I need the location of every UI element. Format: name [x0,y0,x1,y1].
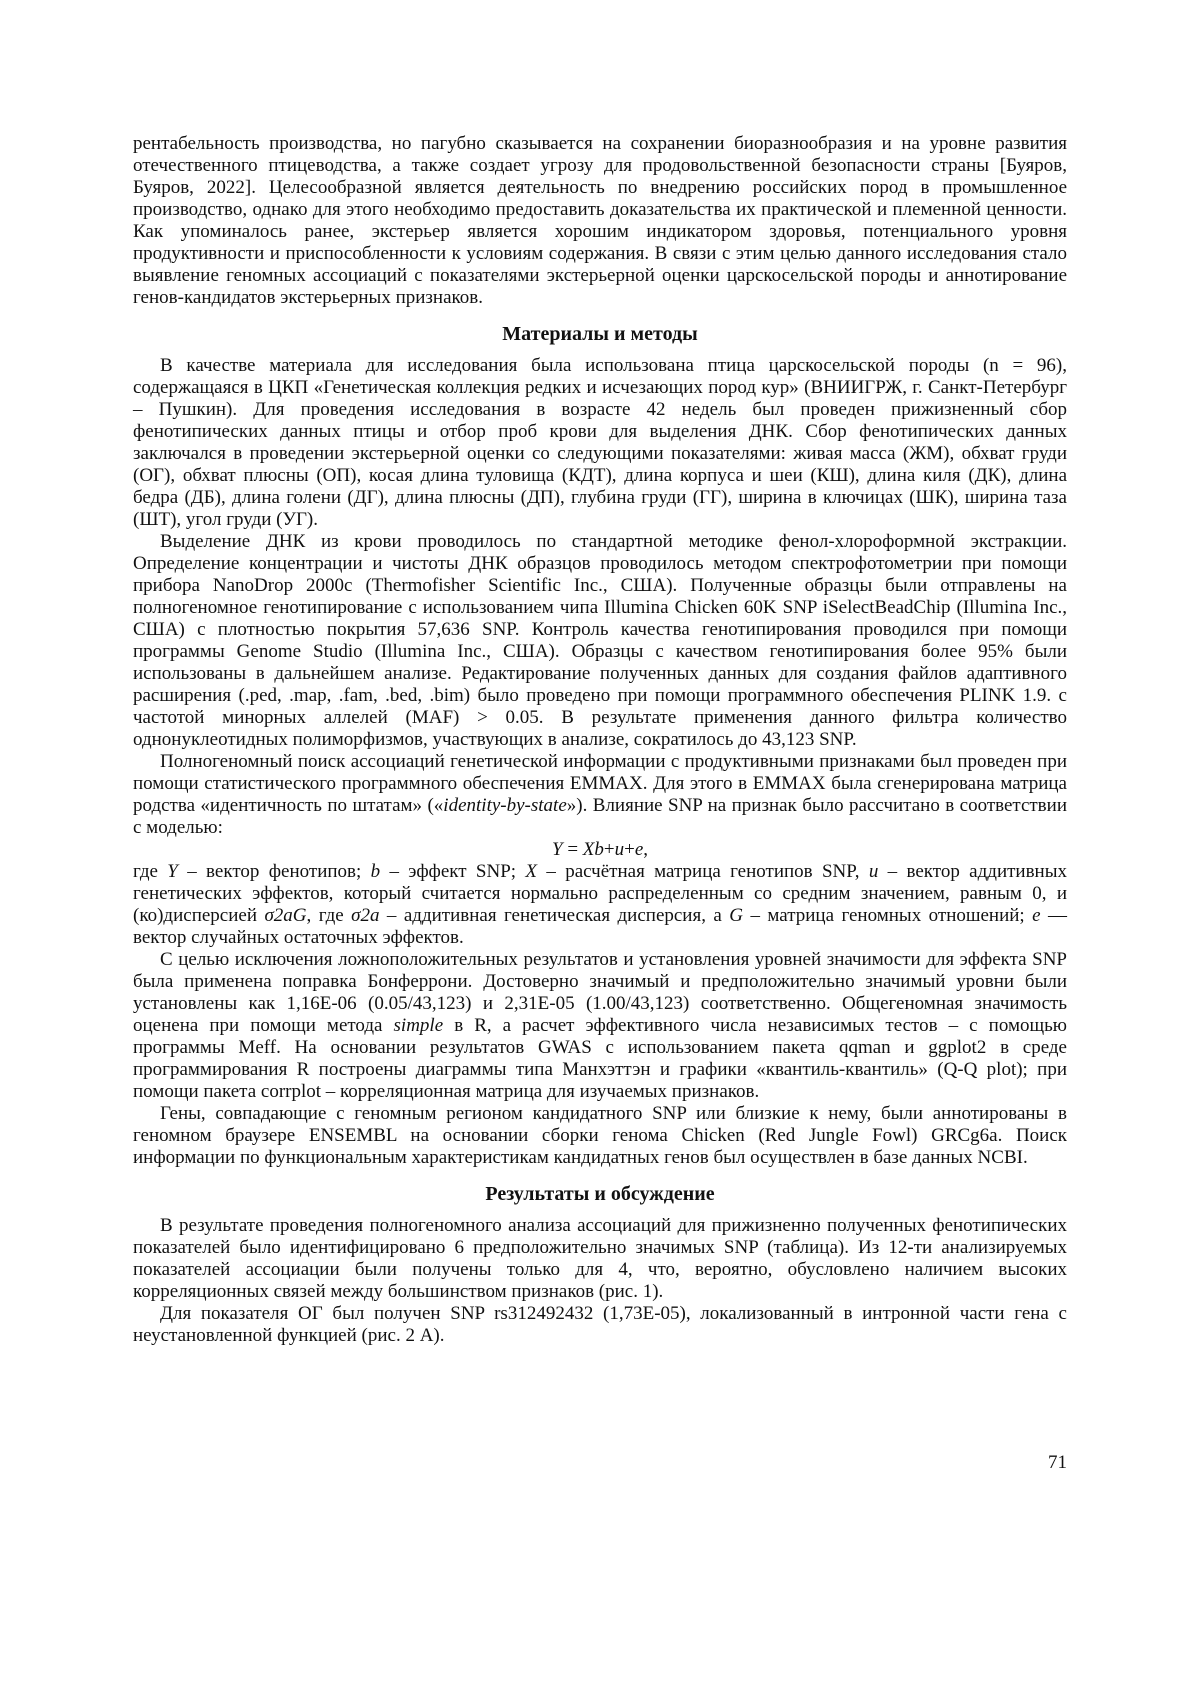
paragraph-formula-explanation: где Y – вектор фенотипов; b – эффект SNP; X – расчётная матрица генотипов SNP, u – вектор аддитивных генетических эффектов, который считается нормально распределенным со средним значением, равным 0, и (ко)дисперсией σ2aG, где σ2a – аддитивная генетическая дисперсия, а G – матрица геномных отношений; e — вектор случайных остаточных эффектов. [133,861,1068,948]
paragraph-introduction-continuation: рентабельность производства, но пагубно сказывается на сохранении биоразнообразия и на уровне развития отечественного птицеводства, а также создает угрозу для продовольственной безопасности страны [Буяров, Буяров, 2022]. Целесообразной является деятельность по внедрению российских пород в промышленное производство, однако для этого необходимо предоставить доказательства их практической и племенной ценности. Как упоминалось ранее, экстерьер является хорошим индикатором здоровья, потенциального уровня продуктивности и приспособленности к условиям содержания. В связи с этим целью данного исследования стало выявление геномных ассоциаций с показателями экстерьерной оценки царскосельской породы и аннотирование генов-кандидатов экстерьерных признаков. [133,133,1067,308]
section-heading-materials-and-methods: Материалы и методы [502,323,698,345]
paragraph-materials-3: Полногеномный поиск ассоциаций генетической информации с продуктивными признаками был проведен при помощи статистического программного обеспечения EMMAX. Для этого в EMMAX была сгенерирована матрица родства «идентичность по штатам» («identity-by-state»). Влияние SNP на признак было рассчитано в соответствии с моделью: [133,751,1067,838]
section-heading-results-and-discussion: Результаты и обсуждение [485,1183,715,1205]
page-number: 71 [1048,1452,1067,1473]
paragraph-materials-5: Гены, совпадающие с геномным регионом кандидатного SNP или близкие к нему, были аннотированы в геномном браузере ENSEMBL на основании сборки генома Chicken (Red Jungle Fowl) GRCg6a. Поиск информации по функциональным характеристикам кандидатных генов был осуществлен в базе данных NCBI. [133,1103,1067,1168]
paragraph-materials-2: Выделение ДНК из крови проводилось по стандартной методике фенол-хлороформной экстракции. Определение концентрации и чистоты ДНК образцов проводилось методом спектрофотометрии при помощи прибора NanoDrop 2000c (Thermofisher Scientific Inc., США). Полученные образцы были отправлены на полногеномное генотипирование с использованием чипа Illumina Chicken 60K SNP iSelectBeadChip (Illumina Inc., США) с плотностью покрытия 57,636 SNP. Контроль качества генотипирования проводился при помощи программы Genome Studio (Illumina Inc., США). Образцы с качеством генотипирования более 95% были использованы в дальнейшем анализе. Редактирование полученных данных для создания файлов адаптивного расширения (.ped, .map, .fam, .bed, .bim) было проведено при помощи программного обеспечения PLINK 1.9. с частотой минорных аллелей (MAF) > 0.05. В результате применения данного фильтра количество однонуклеотидных полиморфизмов, участвующих в анализе, сократилось до 43,123 SNP. [133,531,1067,750]
model-formula: Y = Xb+u+e, [551,839,649,860]
page-content [133,133,1067,1347]
paragraph-materials-4: С целью исключения ложноположительных результатов и установления уровней значимости для эффекта SNP была применена поправка Бонферрони. Достоверно значимый и предположительно значимый уровни были установлены как 1,16E-06 (0.05/43,123) и 2,31E-05 (1.00/43,123) соответственно. Общегеномная значимость оценена при помощи метода simple в R, а расчет эффективного числа независимых тестов – с помощью программы Meff. На основании результатов GWAS с использованием пакета qqman и ggplot2 в среде программирования R построены диаграммы типа Манхэттэн и графики «квантиль-квантиль» (Q-Q plot); при помощи пакета corrplot – корреляционная матрица для изучаемых признаков. [133,949,1067,1102]
paragraph-materials-1: В качестве материала для исследования была использована птица царскосельской породы (n = 96), содержащаяся в ЦКП «Генетическая коллекция редких и исчезающих пород кур» (ВНИИГРЖ, г. Санкт-Петербург – Пушкин). Для проведения исследования в возрасте 42 недель был проведен прижизненный сбор фенотипических данных птицы и отбор проб крови для выделения ДНК. Сбор фенотипических данных заключался в проведении экстерьерной оценки со следующими показателями: живая масса (ЖМ), обхват груди (ОГ), обхват плюсны (ОП), косая длина туловища (КДТ), длина корпуса и шеи (КШ), длина киля (ДК), длина бедра (ДБ), длина голени (ДГ), длина плюсны (ДП), глубина груди (ГГ), ширина в ключицах (ШК), ширина таза (ШТ), угол груди (УГ). [133,355,1067,530]
paragraph-results-1: В результате проведения полногеномного анализа ассоциаций для прижизненно полученных фенотипических показателей было идентифицировано 6 предположительно значимых SNP (таблица). Из 12-ти анализируемых показателей ассоциации были получены только для 4, что, вероятно, обусловлено наличием высоких корреляционных связей между большинством признаков (рис. 1). [133,1215,1067,1302]
paragraph-results-2: Для показателя ОГ был получен SNP rs312492432 (1,73E-05), локализованный в интронной части гена с неустановленной функцией (рис. 2 А). [133,1303,1067,1346]
